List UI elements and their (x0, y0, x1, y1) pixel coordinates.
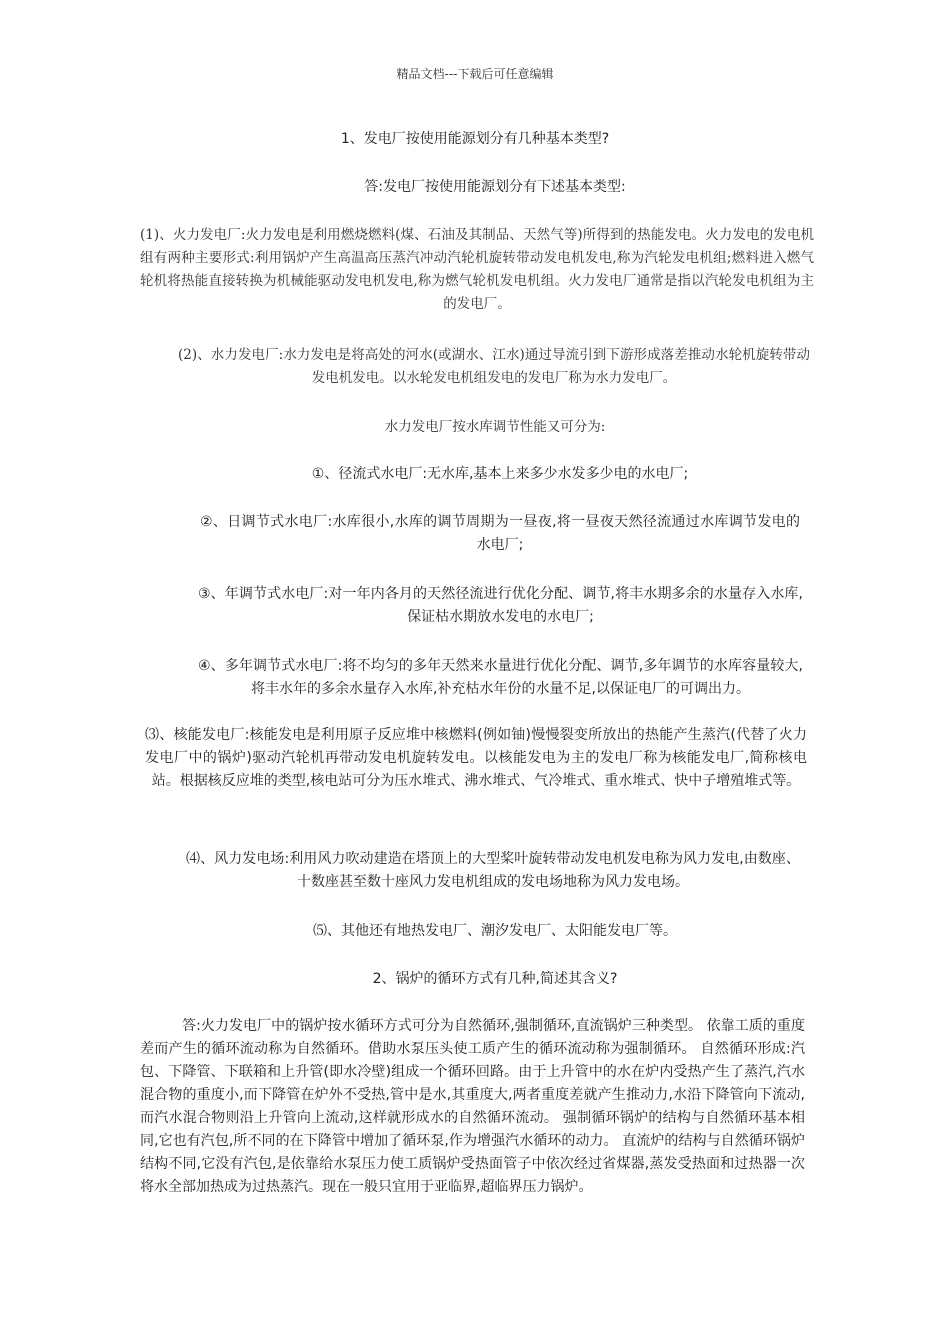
hydro-type-daily-regulation: ②、日调节式水电厂:水库很小,水库的调节周期为一昼夜,将一昼夜天然径流通过水库调节发电的水电厂; (200, 514, 800, 553)
hydro-type-multiyear-regulation: ④、多年调节式水电厂:将不均匀的多年天然来水量进行优化分配、调节,多年调节的水库容量较大,将丰水年的多余水量存入水库,补充枯水年份的水量不足,以保证电厂的可调出力。 (198, 658, 803, 697)
paragraph-thermal-power-plant: (1)、火力发电厂:火力发电是利用燃烧燃料(煤、石油及其制品、天然气等)所得到的热能发电。火力发电的发电机组有两种主要形式:利用锅炉产生高温高压蒸汽冲动汽轮机旋转带动发电机发电,称为汽轮发电机组;燃料进入燃气轮机将热能直接转换为机械能驱动发电机发电,称为燃气轮机发电机组。火力发电厂通常是指以汽轮发电机组为主的发电厂。 (140, 227, 814, 312)
page-header: 精品文档---下载后可任意编辑 (396, 67, 554, 81)
hydro-type-run-of-river: ①、径流式水电厂:无水库,基本上来多少水发多少电的水电厂; (311, 466, 689, 482)
question-2: 2、锅炉的循环方式有几种,简述其含义? (372, 971, 618, 987)
hydro-types-intro: 水力发电厂按水库调节性能又可分为: (384, 419, 606, 435)
question-1: 1、发电厂按使用能源划分有几种基本类型? (340, 131, 610, 147)
paragraph-nuclear-power-plant: ⑶、核能发电厂:核能发电是利用原子反应堆中核燃料(例如铀)慢慢裂变所放出的热能产生蒸汽(代替了火力发电厂中的锅炉)驱动汽轮机再带动发电机旋转发电。以核能发电为主的发电厂称为核能发电厂,简称核电站。根据核反应堆的类型,核电站可分为压水堆式、沸水堆式、气冷堆式、重水堆式、快中子增殖堆式等。 (145, 727, 807, 789)
hydro-type-annual-regulation: ③、年调节式水电厂:对一年内各月的天然径流进行优化分配、调节,将丰水期多余的水量存入水库,保证枯水期放水发电的水电厂; (198, 586, 803, 625)
paragraph-wind-farm: ⑷、风力发电场:利用风力吹动建造在塔顶上的大型桨叶旋转带动发电机发电称为风力发电,由数座、十数座甚至数十座风力发电机组成的发电场地称为风力发电场。 (186, 851, 800, 890)
paragraph-other-power-plants: ⑸、其他还有地热发电厂、潮汐发电厂、太阳能发电厂等。 (313, 923, 677, 939)
answer-1-intro: 答:发电厂按使用能源划分有下述基本类型: (364, 179, 626, 195)
answer-2: 答:火力发电厂中的锅炉按水循环方式可分为自然循环,强制循环,直流锅炉三种类型。 依靠工质的重度差而产生的循环流动称为自然循环。借助水泵压头使工质产生的循环流动称为强制循环。 自然循环形成:汽包、下降管、下联箱和上升管(即水冷壁)组成一个循环回路。由于上升管中的水在炉内受热产生了蒸汽,汽水混合物的重度小,而下降管在炉外不受热,管中是水,其重度大,两者重度差就产生推动力,水沿下降管向下流动,而汽水混合物则沿上升管向上流动,这样就形成水的自然循环流动。 强制循环锅炉的结构与自然循环基本相同,它也有汽包,所不同的在下降管中增加了循环泵,作为增强汽水循环的动力。 直流炉的结构与自然循环锅炉结构不同,它没有汽包,是依靠给水泵压力使工质锅炉受热面管子中依次经过省煤器,蒸发受热面和过热器一次将水全部加热成为过热蒸汽。现在一般只宜用于亚临界,超临界压力锅炉。 (140, 1018, 805, 1195)
paragraph-hydro-power-plant: (2)、水力发电厂:水力发电是将高处的河水(或湖水、江水)通过导流引到下游形成落差推动水轮机旋转带动发电机发电。以水轮发电机组发电的发电厂称为水力发电厂。 (178, 347, 810, 386)
